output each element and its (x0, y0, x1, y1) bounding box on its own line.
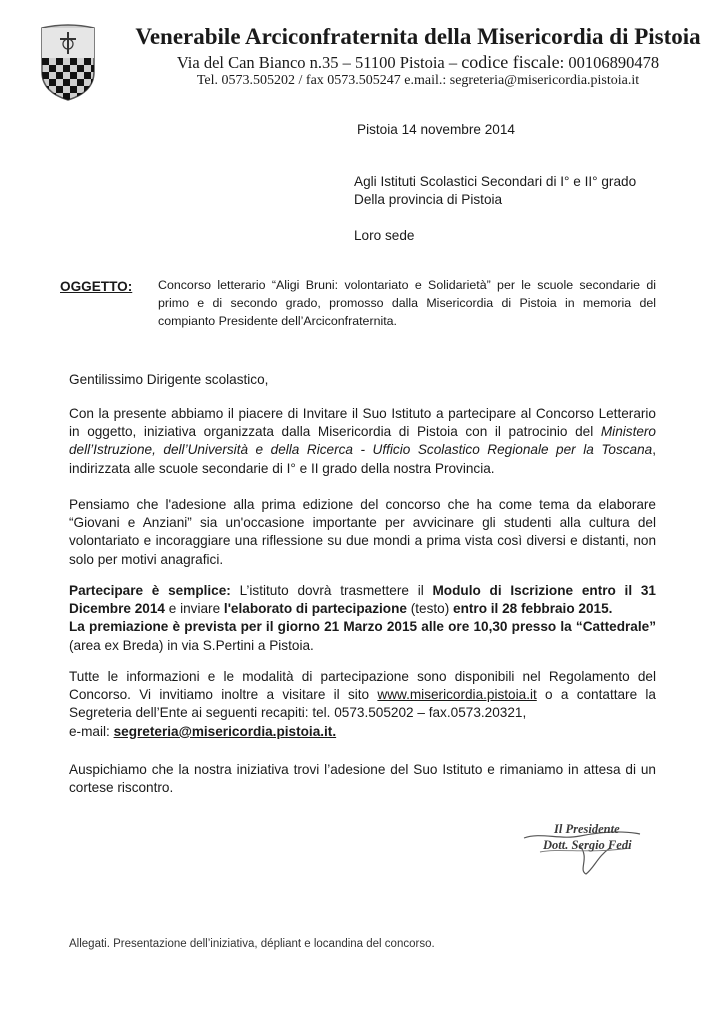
signature-name: Dott. Sergio Fedi (543, 838, 632, 852)
p3-bold-3: l'elaborato di partecipazione (223, 601, 407, 617)
website-link[interactable]: www.misericordia.pistoia.it (377, 687, 537, 703)
recipient-line-3: Loro sede (354, 228, 415, 243)
p3-text-2: e inviare (164, 601, 224, 617)
coat-of-arms-logo (38, 22, 98, 102)
fiscal-code-label: codice fiscale (461, 52, 560, 72)
organization-title: Venerabile Arciconfraternita della Misericordia di Pistoia (135, 24, 701, 49)
organization-address (118, 52, 718, 73)
p3-text-1: L’istituto dovrà trasmettere il (230, 583, 433, 598)
address-text: Via del Can Bianco n.35 – 51100 Pistoia – (176, 53, 462, 72)
p3-bold-4: entro il 28 febbraio 2015. (453, 601, 613, 617)
p1-ministry: Ministero dell’Istruzione, dell’Università e della Ricerca - Ufficio Scolastico Regionale per la Toscana (69, 424, 656, 458)
p3-text-4: (area ex Breda) in via S.Pertini a Pistoia. (69, 637, 314, 653)
p3-text-3: (testo) (406, 601, 454, 617)
signature-title: Il Presidente (554, 822, 620, 836)
p4-text-b: o a contattare la Segreteria dell’Ente ai seguenti recapiti: tel. 0573.505202 – fax.0573.20321, (69, 687, 656, 721)
p3-bold-5: La premiazione è prevista per il giorno 21 Marzo 2015 alle ore 10,30 presso la “Cattedrale” (69, 619, 656, 635)
attachments-note: Allegati. Presentazione dell’iniziativa, dépliant e locandina del concorso. (69, 938, 435, 950)
paragraph-participation (69, 582, 656, 655)
p4-email-label: e-mail: (69, 723, 114, 739)
fiscal-code-value: : 00106890478 (559, 53, 660, 72)
email-link[interactable]: segreteria@misericordia.pistoia.it. (113, 723, 337, 739)
paragraph-info (69, 668, 656, 741)
p1-text-a: Con la presente abbiamo il piacere di Invitare il Suo Istituto a partecipare al Concorso Letterario in oggetto, iniziativa organizzata dalla Misericordia di Pistoia con il patrocinio del (69, 406, 656, 440)
subject-label: OGGETTO: (60, 279, 133, 294)
recipient-line-2: Della provincia di Pistoia (354, 192, 503, 207)
paragraph-theme: Pensiamo che l'adesione alla prima edizione del concorso che ha come tema da elaborare “Giovani e Anziani” sia un'occasione importante per avvicinare gli studenti alla cultura del volontariato e incoraggiare una riflessione su due mondi a prima vista così diversi e distanti, non solo per motivi anagrafici. (69, 497, 656, 567)
p1-text-b: , indirizzata alle scuole secondarie di I° e II grado della nostra Provincia. (69, 442, 656, 476)
p4-text-a: Tutte le informazioni e le modalità di partecipazione sono disponibili nel Regolamento del Concorso. Vi invitiamo inoltre a visitare il sito (69, 669, 656, 703)
recipient-line-1: Agli Istituti Scolastici Secondari di I° e II° grado (354, 174, 637, 189)
organization-contacts: Tel. 0573.505202 / fax 0573.505247 e.mail.: segreteria@misericordia.pistoia.it (196, 73, 640, 88)
subject-text: Concorso letterario “Aligi Bruni: volontariato e Solidarietà” per le scuole secondarie di primo e di secondo grado, promosso dalla Misericordia di Pistoia in memoria del compianto Presidente dell’Arciconfraternita. (158, 278, 656, 328)
p3-bold-1: Partecipare è semplice: (69, 583, 231, 598)
p3-bold-2: Modulo di Iscrizione entro il 31 Dicembre 2014 (69, 583, 656, 617)
paragraph-invitation (69, 405, 656, 478)
place-date: Pistoia 14 novembre 2014 (357, 122, 515, 137)
paragraph-closing: Auspichiamo che la nostra iniziativa trovi l’adesione del Suo Istituto e rimaniamo in attesa di un cortese riscontro. (69, 762, 656, 796)
salutation: Gentilissimo Dirigente scolastico, (69, 372, 269, 387)
